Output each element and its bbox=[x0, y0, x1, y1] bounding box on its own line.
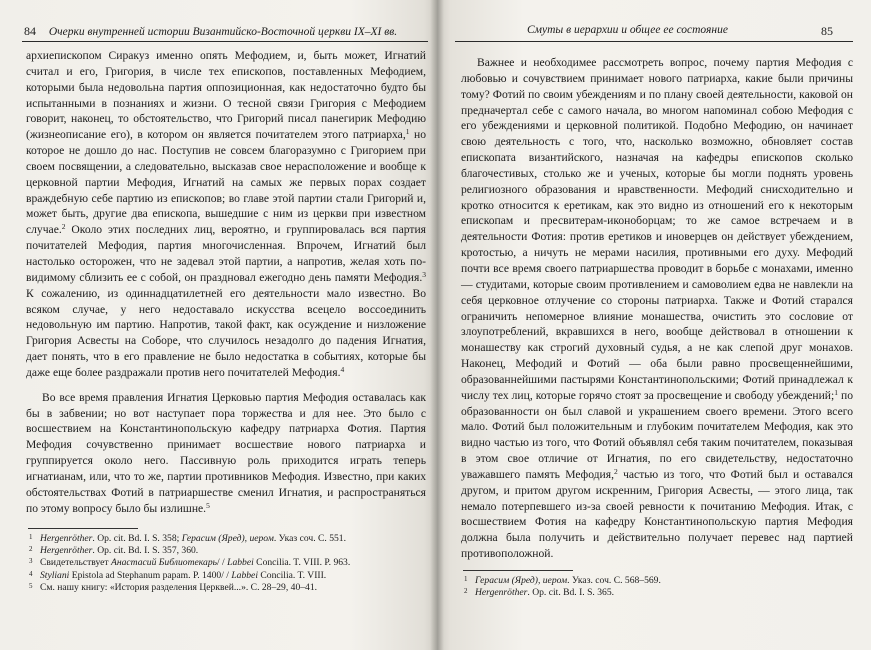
footnote-mark-4: 4 bbox=[340, 364, 345, 374]
right-body-text bbox=[461, 55, 853, 562]
left-running-title: Очерки внутренней истории Византийско-Восточной церкви IX–XI вв. bbox=[48, 26, 398, 38]
footnote-4: 4 Styliani Epistola ad Stephanum papam. P. 1400/ / Labbei Concilia. T. VIII. bbox=[29, 569, 327, 581]
footnote-r1: 1 Герасим (Яред), иером. Указ. соч. С. 568–569. bbox=[464, 575, 661, 586]
left-footnotes bbox=[28, 533, 428, 594]
footnote-1: 1 Hergenröther. Op. cit. Bd. I. S. 358; Герасим (Яред), иером. Указ соч. С. 551. bbox=[29, 533, 346, 544]
right-running-title: Смуты в иерархии и общее ее состояние bbox=[527, 24, 728, 36]
left-body-text bbox=[26, 48, 426, 516]
left-footnote-rule bbox=[28, 528, 138, 529]
right-page bbox=[437, 0, 871, 650]
right-paragraph-1: Важнее и необходимее рассмотреть вопрос, почему партия Мефодия с любовью и сочувствием принимает нового патриарха, какие были причины тому? Фотий по своим убеждениям и по плану своей деятельности, каковой он предначертал себе с самого начала, во многом напоминал собою Мефодия с его убеждениями и церковной политикой. Подобно Мефодию, он начинает свою деятельность с того, что, насколько возможно, обновляет состав епископата византийского, назначая на кафедры епископов сколько благочестивых, столько же и ученых, которые бы могли поднять уровень религиозного образования и нравственности. Мефодий снисходительно и кротко относится к еретикам, как это видно из отношений его к некоторым епископам и пресвитерам-иконоборцам; то же самое встречаем и в деятельности Фотия: против еретиков и иноверцев он действует убеждением, кротостью, а ничуть не мерами насилия, противными его духу. Мефодий почти все время своего патриаршества проводит в борьбе с монахами, именно — студитами, которые своим противлением и самоволием едва не навлекли на себя церковное отлучение со стороны патриарха. Также и Фотий старался ограничить непомерное влияние монашества, очистить это сословие от злоупотреблений, вкравшихся в него, вообще действовал в отношении к монашеству как строгий духовный судья, а не как слепой друг монахов. Наконец, Мефодий и Фотий — оба были равно просвещеннейшими, образованнейшими пастырями Константинопольскими; Фотий принадлежал к числу тех лиц, которые горячо стоят за просвещение и свободу убеждений;$^1$ по образованности он был славой и украшением своего времени. Этого всего мало. Фотий был положительным и глубоким почитателем Мефодия, как это видно частью из того, что Фотий объявлял себя таким почитателем, показывая в этом свое отличие от Игнатия, по его свидетельству, недостаточно уважавшего память Мефодия,$^2$ частью из того, что Фотий был и оставался другом, и притом другом искренним, Григория Асвесты, — этого лица, так немало потерпевшего из-за своей ревности к почитанию Мефодия. Итак, с восшествием Фотия на кафедру Константинопольскую партия Мефодия должна была получить и действительно получает перевес над партией противоположной. bbox=[461, 56, 853, 561]
left-page-number: 84 bbox=[24, 24, 36, 38]
book-gutter-shadow bbox=[430, 0, 444, 650]
footnote-mark-r1: 1 bbox=[834, 387, 838, 397]
right-page-number-wrap bbox=[821, 24, 833, 39]
footnote-2: 2 Hergenröther. Op. cit. Bd. I. S. 357, 360. bbox=[29, 545, 199, 557]
footnote-mark-2: 2 bbox=[61, 222, 66, 232]
right-footnote-rule bbox=[463, 570, 573, 571]
footnote-mark-r2: 2 bbox=[614, 466, 618, 476]
left-paragraph-2: Во все время правления Игнатия Церковью партия Мефодия оставалась как бы в забвении; но вот наступает пора торжества и для нее. Это было с восшествием на Константинопольскую кафедру патриарха Фотия. Партия Мефодия сочувственно принимает восшествие нового патриарха и группируется около него. Пассивную роль приходится играть теперь игнатианам, или, что то же, партии противников Мефодия. Известно, при каких обстоятельствах Фотий в патриаршестве сменил Игнатия, и распространяться по этому вопросу было бы излишне.$^5$ bbox=[26, 390, 426, 515]
left-header-rule bbox=[22, 41, 428, 42]
right-footnotes bbox=[463, 575, 853, 599]
footnote-mark-5: 5 bbox=[206, 500, 210, 510]
left-running-head bbox=[24, 24, 397, 39]
footnote-5: 5 См. нашу книгу: «История разделения Церквей...». С. 28–29, 40–41. bbox=[29, 581, 318, 593]
footnote-mark-1: 1 bbox=[405, 127, 410, 137]
footnote-mark-3: 3 bbox=[422, 269, 426, 279]
right-running-head bbox=[527, 24, 728, 36]
footnote-r2: 2 Hergenröther. Op. cit. Bd. I. S. 365. bbox=[464, 587, 615, 599]
right-page-number: 85 bbox=[821, 24, 833, 38]
right-header-rule bbox=[455, 41, 853, 42]
left-paragraph-1: архиепископом Сиракуз именно опять Мефодием, и, быть может, Игнатий считал и его, Григория, в числе тех епископов, поставленных Мефодием, которыми была недовольна партия оппозиционная, как недостаточно будто бы испытанными в познаниях и жизни. О тесной связи Григория с Мефодием говорит, наконец, то обстоятельство, что Григорий писал панегирик Мефодию (жизнеописание его), в котором он является почитателем этого патриарха,$^1$ но которое не дошло до нас. Поступив не совсем благоразумно с Григорием при своем посвящении, а следовательно, высказав свое нерасположение и вообще к церковной партии Мефодия, Игнатий на самых же первых порах создает враждебную себе партию из епископов; во главе этой партии стали Григорий и, может быть, другие два епископа, вышедшие с ним из церкви при известном случае.$^2$ Около этих последних лиц, вероятно, и группировалась вся партия почитателей Мефодия, партия многочисленная. Впрочем, Игнатий был настолько осторожен, что не задевал этой партии, а напротив, желая хоть по-видимому сблизить ее с собой, он праздновал ежегодно день памяти Мефодия.$^3$ К сожалению, из одиннадцатилетней его деятельности мало известно. Во всяком случае, у него недоставало искусства всецело воссоединить недовольную им партию. Напротив, такой факт, как осуждение и низложение Григория Асвесты на Соборе, что случилось незадолго до падения Игнатия, дает понять, что в его правление не было недостатка в событиях, которые бы даже еще более раздражали против него почитателей Мефодия.$^4$ bbox=[26, 49, 426, 379]
footnote-3: 3 Свидетельствует Анастасий Библиотекарь/ / Labbei Concilia. T. VIII. P. 963. bbox=[29, 557, 351, 569]
